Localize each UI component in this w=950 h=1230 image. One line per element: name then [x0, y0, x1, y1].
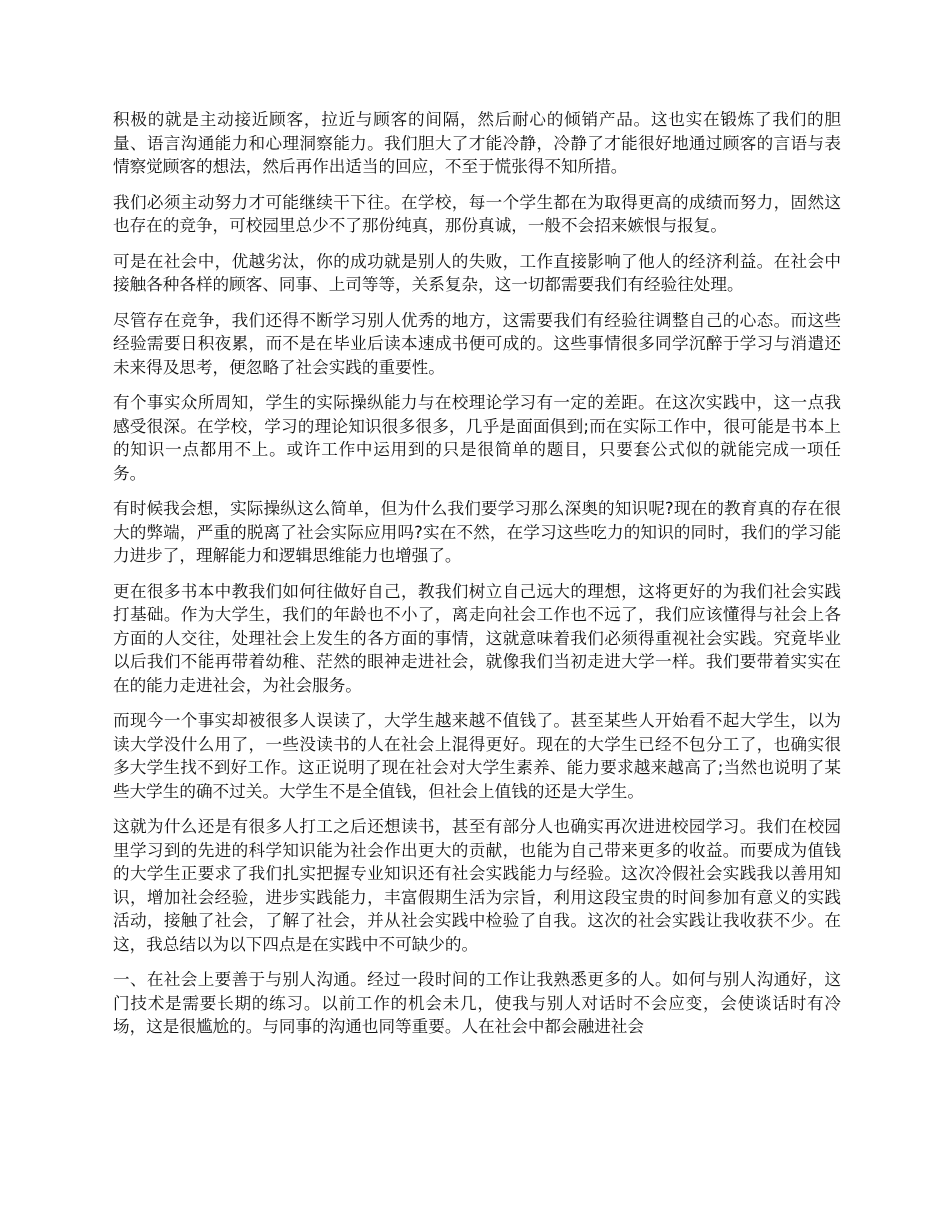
paragraph-9: 这就为什么还是有很多人打工之后还想读书，甚至有部分人也确实再次进进校园学习。我们在校园里学习到的先进的科学知识能为社会作出更大的贡献，也能为自己带来更多的收益。而要成为值钱的大学生正要求了我们扎实把握专业知识还有社会实践能力与经验。这次冷假社会实践我以善用知识，增加社会经验，进步实践能力，丰富假期生活为宗旨，利用这段宝贵的时间参加有意义的实践活动，接触了社会，了解了社会，并从社会实践中检验了自我。这次的社会实践让我收获不少。在这，我总结以为以下四点是在实践中不可缺少的。: [113, 817, 841, 954]
paragraph-8: 而现今一个事实却被很多人误读了，大学生越来越不值钱了。甚至某些人开始看不起大学生，以为读大学没什么用了，一些没读书的人在社会上混得更好。现在的大学生已经不包分工了，也确实很多大学生找不到好工作。这正说明了现在社会对大学生素养、能力要求越来越高了;当然也说明了某些大学生的确不过关。大学生不是全值钱，但社会上值钱的还是大学生。: [113, 711, 841, 801]
paragraph-3: 可是在社会中，优越劣汰，你的成功就是别人的失败，工作直接影响了他人的经济利益。在社会中接触各种各样的顾客、同事、上司等等，关系复杂，这一切都需要我们有经验往处理。: [113, 251, 841, 294]
paragraph-7: 更在很多书本中教我们如何往做好自己，教我们树立自己远大的理想，这将更好的为我们社会实践打基础。作为大学生，我们的年龄也不小了，离走向社会工作也不远了，我们应该懂得与社会上各方面的人交往，处理社会上发生的各方面的事情，这就意味着我们必须得重视社会实践。究竟毕业以后我们不能再带着幼稚、茫然的眼神走进社会，就像我们当初走进大学一样。我们要带着实实在在的能力走进社会，为社会服务。: [113, 581, 841, 695]
paragraph-10: 一、在社会上要善于与别人沟通。经过一段时间的工作让我熟悉更多的人。如何与别人沟通好，这门技术是需要长期的练习。以前工作的机会未几，使我与别人对话时不会应变，会使谈话时有冷场，这是很尴尬的。与同事的沟通也同等重要。人在社会中都会融进社会: [113, 970, 841, 1036]
paragraph-4: 尽管存在竞争，我们还得不断学习别人优秀的地方，这需要我们有经验往调整自己的心态。而这些经验需要日积夜累，而不是在毕业后读本速成书便可成的。这些事情很多同学沉醉于学习与消遣还未来得及思考，便忽略了社会实践的重要性。: [113, 310, 841, 377]
paragraph-2: 我们必须主动努力才可能继续干下往。在学校，每一个学生都在为取得更高的成绩而努力，固然这也存在的竞争，可校园里总少不了那份纯真，那份真诚，一般不会招来嫉恨与报复。: [113, 192, 841, 235]
paragraph-1: 积极的就是主动接近顾客，拉近与顾客的间隔，然后耐心的倾销产品。这也实在锻炼了我们的胆量、语言沟通能力和心理洞察能力。我们胆大了才能冷静，冷静了才能很好地通过顾客的言语与表情察觉顾客的想法，然后再作出适当的回应，不至于慌张得不知所措。: [113, 110, 841, 176]
paragraph-6: 有时候我会想，实际操纵这么简单，但为什么我们要学习那么深奥的知识呢?现在的教育真的存在很大的弊端，严重的脱离了社会实际应用吗?实在不然，在学习这些吃力的知识的同时，我们的学习能力进步了，理解能力和逻辑思维能力也增强了。: [113, 499, 841, 565]
document-body: [113, 108, 841, 1051]
paragraph-5: 有个事实众所周知，学生的实际操纵能力与在校理论学习有一定的差距。在这次实践中，这一点我感受很深。在学校，学习的理论知识很多很多，几乎是面面俱到;而在实际工作中，很可能是书本上的知识一点都用不上。或许工作中运用到的只是很简单的题目，只要套公式似的就能完成一项任务。: [113, 393, 841, 483]
